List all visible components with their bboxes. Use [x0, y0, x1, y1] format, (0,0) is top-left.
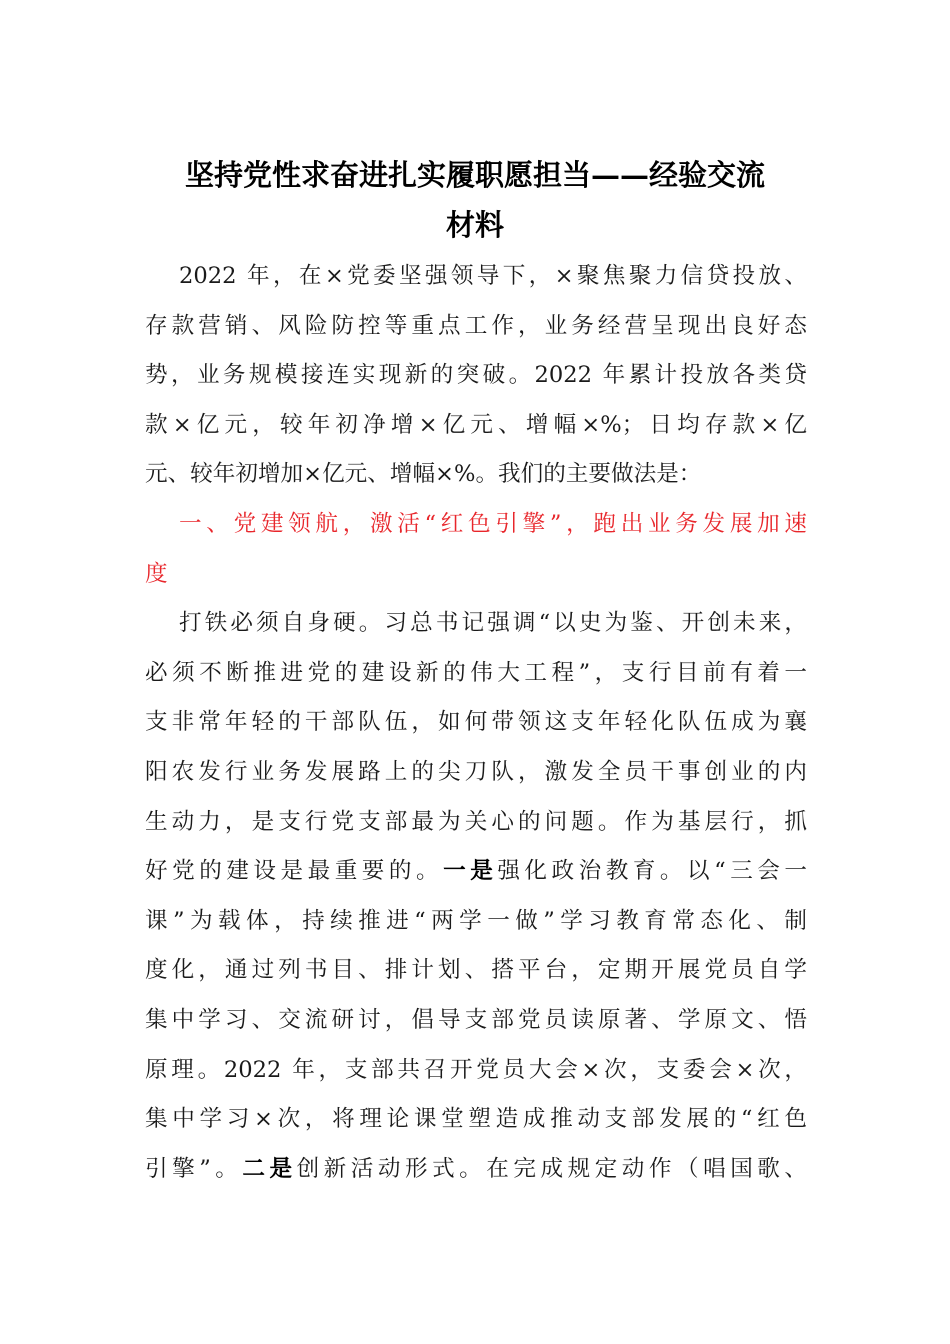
paragraph-line: 集中学习×次，将理论课堂塑造成推动支部发展的“红色: [145, 1106, 807, 1133]
paragraph-line: 支非常年轻的干部队伍，如何带领这支年轻化队伍成为襄: [145, 709, 807, 736]
paragraph-line: 度化，通过列书目、排计划、搭平台，定期开展党员自学: [145, 957, 807, 984]
paragraph-line: [145, 847, 807, 897]
paragraph-line: 生动力，是支行党支部最为关心的问题。作为基层行，抓: [145, 808, 807, 835]
intro-line: 元、较年初增加×亿元、增幅×%。我们的主要做法是：: [145, 461, 702, 488]
section-heading-line: 度: [145, 560, 168, 587]
document-title: [145, 150, 805, 250]
paragraph-line: 打铁必须自身硬。习总书记强调“以史为鉴、开创未来，: [179, 610, 807, 637]
intro-line: 2022 年，在×党委坚强领导下，×聚焦聚力信贷投放、: [179, 263, 807, 289]
bold-marker-second: 二是: [242, 1155, 297, 1182]
text-run: 好党的建设是最重要的。: [145, 858, 444, 885]
bold-marker-first: 一是: [443, 858, 498, 885]
section-heading-line: 一、党建领航，激活“红色引擎”，跑出业务发展加速: [179, 510, 807, 537]
document-body: [145, 252, 807, 1194]
intro-line: 款×亿元，较年初净增×亿元、增幅×%；日均存款×亿: [145, 411, 807, 438]
paragraph-line: 课”为载体，持续推进“两学一做”学习教育常态化、制: [145, 907, 807, 934]
title-line-2: 材料: [445, 208, 504, 242]
text-run: 创新活动形式。在完成规定动作（唱国歌、: [296, 1155, 807, 1182]
intro-line: 存款营销、风险防控等重点工作，业务经营呈现出良好态: [145, 312, 807, 339]
title-line-1: 坚持党性求奋进扎实履职愿担当——经验交流: [184, 158, 765, 192]
paragraph-line: [145, 1145, 807, 1195]
paragraph-line: 原理。2022 年，支部共召开党员大会×次，支委会×次，: [145, 1056, 807, 1083]
text-run: 强化政治教育。以“三会一: [497, 858, 807, 885]
paragraph-line: 阳农发行业务发展路上的尖刀队，激发全员干事创业的内: [145, 758, 807, 785]
text-run: 引擎”。: [145, 1155, 243, 1182]
paragraph-line: 集中学习、交流研讨，倡导支部党员读原著、学原文、悟: [145, 1006, 807, 1033]
intro-line: 势，业务规模接连实现新的突破。2022 年累计投放各类贷: [145, 362, 807, 389]
paragraph-line: 必须不断推进党的建设新的伟大工程”，支行目前有着一: [145, 659, 807, 686]
